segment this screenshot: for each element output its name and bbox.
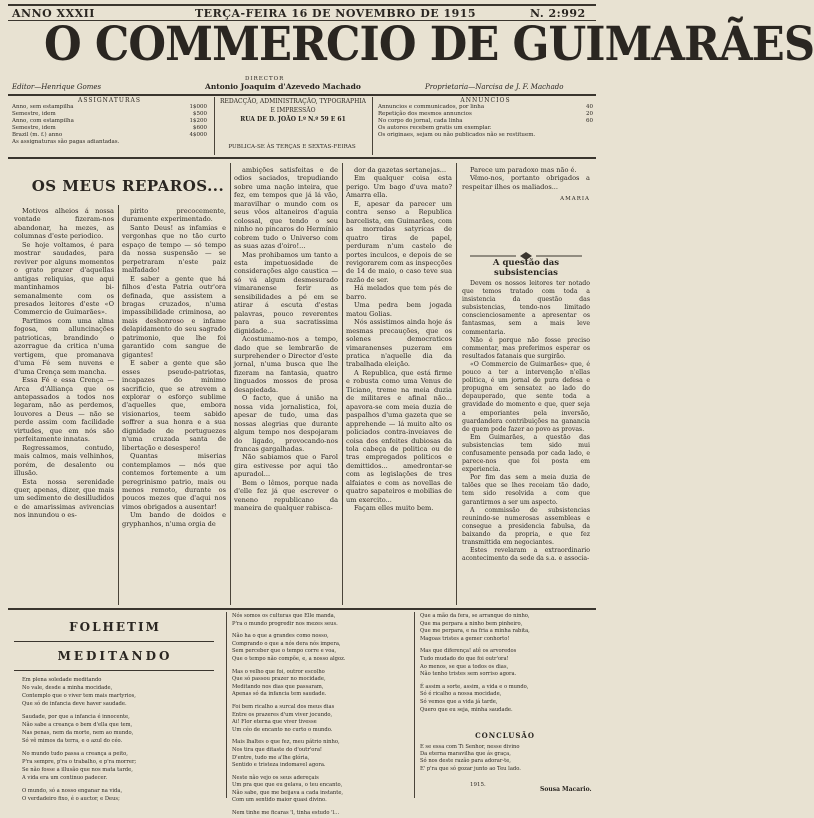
signature: AMARIA	[560, 196, 590, 203]
article-column-1	[14, 207, 114, 520]
stanza: Foi bem ricalho a surcal dos meus dias Entre os prazeres d'um viver jocundo, Ai! Flor eterna que viver tivesse Um céo de encanto no curto o mundo.	[232, 703, 335, 733]
stanza: Neste não vejo os seus adereçais Um pra que que eu gelava, o teu encanto, Não sabe, que me beijava a cada instante, Com um sentido maior quasi divino.	[232, 774, 344, 804]
subscription-row: Anno, sem estampilha 1$000	[12, 104, 207, 110]
anno-label: ANNO XXXII	[12, 7, 95, 20]
subscription-row: Brazil (m. f.) anno 4$000	[12, 132, 207, 138]
poem-right	[420, 613, 596, 719]
paragraph: Em Guimarães, a questão das subsistencias tem sido mui confusamente pensada por cada lado, e parece-nos que foi posta em experiencia.	[462, 433, 590, 474]
column-rule	[456, 163, 457, 605]
director-name: Antonio Joaquim d'Azevedo Machado	[205, 82, 361, 91]
paragraph: Essa Fé e essa Crença — Arca d'Alliança que os antepassados a todos nos legaram, não as perdemos, louvores a Deus — não se perde assim com facilidade virtudes, que em nós são perfeitamente innatas.	[14, 376, 114, 444]
office-box	[218, 97, 368, 124]
paragraph: E, apesar da parecer um contra senso a Republica barcelista, em Guimarães, com as morradas satyricas de quatro tiras de papel, perduram n'um castelo de portes inculcos, e depois de se revigorarem com as inspecções de 14 de maio, o caso teve sua razão de ser.	[346, 199, 452, 284]
ads-note: Os autores recebem gratis um exemplar.	[378, 125, 492, 131]
editor-line: Editor—Henrique Gomes	[12, 83, 102, 91]
poem-signature: Sousa Macario.	[540, 786, 592, 793]
paragraph: O facto, que á união na nossa vida jornalistica, foi, apesar de tudo, uma das nossas alegrias que durante algum tempo nos despojaram do ligado, provocando-nos francas gargalhadas.	[234, 394, 338, 453]
paragraph: Santo Deus! as infamias e vergonhas que no tão curto espaço de tempo — só tempo da nossa suspensão — se perpetraram n'este paiz malfadado!	[122, 223, 226, 275]
side-heading: A questão das subsistencias	[492, 258, 560, 278]
paragraph: Não sabiamos que o Farol gira estivesse por aqui tão apuradol...	[234, 453, 338, 479]
stanza: Mas o velho que foi, outror escolho Que só passou prazer no mocidade, Meditando nos dias que passaram, Apenas só da infancia tem saudade.	[232, 668, 327, 698]
column-rule	[230, 163, 231, 605]
paragraph: dor da gazetas sertanejas...	[354, 166, 447, 174]
paragraph: E saber a gente que são esses pseudo-patriotas, incapazes do minimo sacrificio, que se atrevem a explorar o esforço sublime d'aquelles que, embora visionarios, teem sabido soffrer a sua honra e a sua dignidade de portuguezes n'uma cruzada santa de libertação e desespero!	[122, 359, 226, 452]
subscriptions-title: ASSIGNATURAS	[78, 97, 141, 104]
paragraph: Façam elles muito bem.	[354, 504, 434, 513]
paragraph: ambições satisfeitas e de odios saciados, trepudiando sobre uma nação inteira, que fez, em tempos que já lá vão, maravilhar o mundo com os seus vôos altaneiros d'aguia colossal, que tendo o seu ninho no pincaros do Hermínio cobrem tudo o Universo com as suas azas d'oiro!...	[234, 166, 338, 251]
issue-date: TERÇA-FEIRA 16 DE NOVEMBRO DE 1915	[195, 7, 477, 20]
paragraph: E saber a gente que há filhos d'esta Patria outr'ora definada, que assistem a bragas cruzados, n'uma impassibilidade criminosa, ao mais deshonroso e infame delapidamento do seu sagrado patrimonio, que lhe foi garantido com sangue de gigantes!	[122, 274, 226, 359]
subscriptions-note: As assignaturas são pagas adiantadas.	[12, 139, 120, 145]
paragraph: Acostumamo-nos a tempo, dado que se lembrarão de surprehender o Director d'este jornal, n'uma busca que lhe fizeram na fantasia, quatro linguados mossos de prosa desapiedada.	[234, 335, 338, 394]
column-rule	[414, 612, 415, 798]
poem-year: 1915.	[470, 782, 486, 788]
article-column-4	[346, 166, 452, 513]
stanza: É assim a sorte, assim, a vida e o mundo, Só é ricalho a nossa mocidade, Só vemos que a vida já tarde, Quero que eu seja, minha saudade.	[420, 683, 529, 713]
folhetim-rule	[8, 608, 596, 610]
paragraph: Bem o lêmos, porque nada d'elle fez já que escrever o veneno republicano da maneira de qualquer rabisca-	[234, 478, 338, 513]
paragraph: Motivos alheios á nossa vontade fizeram-nos abandonar, ha mezes, as columnas d'este periodico.	[14, 207, 114, 241]
masthead-rule	[8, 94, 596, 96]
director-label: DIRECTOR	[245, 76, 285, 82]
column-rule	[118, 205, 119, 605]
paragraph: Estes revelaram a extraordinario acontecimento da sede da s.a. e associa-	[462, 547, 590, 563]
stanza: Nós somos os culturas que Elle manda, P'ra o mundo progredir nos mezes seus.	[232, 613, 338, 627]
stanza: O mundo, só a nosso enganar na vida, O verdadeiro fixo, é o auctor, e Deus;	[22, 788, 123, 802]
poem-middle	[232, 613, 412, 818]
ads-note-2: Os originaes, sejam ou não publicados não se restituem.	[378, 132, 536, 138]
info-divider	[214, 97, 215, 155]
office-address: RUA DE D. JOÃO I.º N.º 59 E 61	[240, 116, 346, 123]
ornament-divider	[470, 245, 582, 253]
stanza: Que a mão da fera, se arranque do ninho, Que ma perpara a ninho bem pinheiro, Que me perpara, e na fria a minha rabita, Magoas tristes a gemer conhorto!	[420, 613, 530, 642]
column-rule	[342, 163, 343, 605]
paragraph: Parece um paradoxo mas não é.	[470, 166, 577, 174]
paragraph: Há melados que tem pés de barro.	[346, 284, 452, 301]
paragraph: A commissão de subsistencias reunindo-se numerosas assembleas e consegue a presidencia fabulsa, da baixando da propria, e que fez transmittida em negociantes.	[462, 506, 590, 546]
paragraph: Vêmo-nos, portanto obrigados a respeitar ilhes os maliados...	[462, 174, 590, 191]
stanza: Saudade, por que a infancia é innocente, Não sabe a creança o bem d'ella que tem, Nas penas, nem da morte, nem ao mundo, Só vê mimos da terra, e o azul do céo.	[22, 714, 134, 744]
article-column-3	[234, 166, 338, 513]
top-border	[8, 4, 596, 6]
subscription-row: Anno, com estampilha 1$200	[12, 118, 207, 124]
paragraph: Uma pedra bem jogada matou Golias.	[346, 301, 452, 318]
paragraph: Por fim das sem a meia duzia de talões que se lhes receiam tão dado, tem sido resolvida a com que garantirmos a ser um aspecto.	[462, 474, 590, 506]
paragraph: pirito precocemente, duramente experimentado.	[122, 207, 226, 224]
info-divider	[372, 97, 373, 155]
paragraph: Quantas miserias contemplamos — nós que contemos fortemente a um peregrinismo patrio, mais ou menos remoto, durante os poucos mezes que d'aqui nos vimos obrigados a ausentar!	[122, 452, 226, 511]
subscriptions-box	[12, 97, 207, 146]
poem-title: MEDITANDO	[57, 649, 173, 663]
stanza: Em plena soledade meditando No vale, desde a minha mocidade, Contemplo que o viver tem mais martyrios, Que só de infancia deve haver saudade.	[22, 677, 136, 707]
paragraph: Nós assistimos ainda hoje ás mesmas precauções, que os solenes democraticos vimaranenses puzeram em pratica n'aquelle dia da trabalhada eleição.	[346, 318, 452, 369]
paragraph: Não é porque não fosse preciso commentar, mas preferimos esperar os resultados fatanais que surgirão.	[462, 336, 590, 360]
folhetim-sub-rule	[14, 641, 214, 642]
ad-row: Repetição dos mesmos annuncios 20	[378, 111, 593, 117]
paragraph: A Republica, que está firme e robusta como uma Venus de Ticiano, treme na meia duzia de militares e afinal não... apavora-se com meia duzia de paspalhos d'uma gazeta que se apprehende — lá muito alto os policiados contra-inveiaves de coisa dos enfeites dubiosas da tola cabeça de politica ou de tras empregados politicos e demittidos... amedrontar-se com as legislações de tres alfaiates e com as novellas de quatro sapateiros e mobilias de um exercito...	[346, 368, 452, 504]
folhetim-sub-rule	[14, 670, 214, 671]
office-line: E IMPRESSÃO	[270, 107, 316, 114]
office-line: REDACÇÃO, ADMINISTRAÇÃO, TYPOGRAPHIA	[219, 98, 367, 105]
poem-footer-line: Nem tinhe me ficaras 'l, tinha estudo 'l...	[232, 810, 340, 817]
paragraph: Partimos com uma alma fogosa, em alluncinações patrioticas, brandindo o azorrague da critica n'uma vertigem, que promanava d'uma Fé sem nuvens e d'uma Crença sem mancha.	[14, 316, 114, 376]
paragraph: Esta nossa serenidade quer, apenas, dizer, que mais um sedimento de desilludidos e de amarissimas avivencias nos innundou o es-	[14, 477, 114, 520]
paragraph: Devem os nossos leitores ter notado que temos tratado com toda a insistencia da questão das subsistencias, tendo-nos limitado conscienciosamente a apresentar os fantasmas, sem a mais leve commentaria.	[462, 280, 590, 336]
newspaper-title: O COMMERCIO DE GUIMARÃES	[44, 17, 814, 72]
stanza: Mais lhaltes o que fez, meu pátrio ninho, Nos tira que ditaste do d'outr'ora! D'entre, tudo me a'lhe glória, Sentido e tristeza indomavel agora.	[232, 739, 340, 769]
ad-row: Annuncios e communicados, por linha 40	[378, 104, 593, 110]
paragraph: Regressamos, contudo, mais calmos, mais velhinhos, porém, de desalento ou illusão.	[14, 443, 114, 478]
folhetim-label: FOLHETIM	[69, 620, 161, 634]
stanza: Mas que diferença! atê os arvoredos Tudo mudado do que foi outr'ora! Ao menos, se que a todos os dias, Não tenho tristes sem sorriso agora.	[420, 648, 517, 678]
conclusion-stanza: E se essa com Ti Senhor, nesse divino Da eterna maravilha que ás graça, Só nos deste razão para adorar-te, E' p'ra que só gozar junto ao Teu lado.	[420, 744, 521, 772]
paragraph: Um bando de doidos e gryphanhos, n'uma orgia de	[122, 511, 226, 528]
subscription-row: Semestre, idem $500	[12, 111, 207, 117]
paragraph: «O Commercio de Guimarães» que, é pouco a ter a intervenção n'ellas politica, é um jornal de pura defesa e propugna em sensatez ao lado do depauperado, que sente toda a gravidade do momento e que, quer seja a emporiantes pela inversão, guardandera contribuições na ganancia de quem pode fazer ao povo as provas.	[462, 360, 590, 433]
info-bottom-rule	[8, 157, 596, 159]
stanza: No mundo tudo passa a creança a peito, P'ra sempre, p'ra o trabalho, e p'ra morrer; Se não fosse a illusão que nos mata tarde, A vida era um continuo padecer.	[22, 751, 137, 781]
publication-days: PUBLICA-SE ÀS TERÇAS E SEXTAS-FEIRAS	[228, 144, 356, 150]
ads-title: ANNUNCIOS	[460, 97, 511, 104]
stanza: Não ha o que a grandes como nosso, Comprando o que a nós dera nós impera, Sem perceber que o tempo corre e voa, Que o tempo não compõe, e, a nosso algoz.	[232, 633, 346, 662]
subscription-row: Semestre, idem $600	[12, 125, 207, 131]
ads-box	[378, 97, 593, 139]
article-heading: OS MEUS REPAROS...	[31, 177, 225, 195]
side-article-column	[462, 280, 590, 563]
paragraph: Se hoje voltamos, é para mostrar saudades, para reviver por alguns momentos o grato prazer d'aquellas antigas reliquias, que aqui mantinhamos bi-semanalmente com os presados leitores d'este «O Commercio de Guimarães».	[14, 240, 114, 317]
conclusion-heading: CONCLUSÃO	[475, 731, 535, 740]
poem-left	[22, 676, 222, 808]
issue-number: N. 2:992	[530, 7, 586, 20]
article-column-2	[122, 207, 226, 528]
article-column-5	[462, 166, 590, 204]
ad-row: No corpo do jornal, cada linha 60	[378, 118, 593, 124]
column-rule	[226, 612, 227, 798]
proprietor-line: Proprietaria—Narcisa de J. F. Machado	[425, 83, 564, 91]
paragraph: Em qualquer coisa esta perigo. Um bago d'uva mato? Amarra ella.	[346, 174, 452, 200]
paragraph: Mas prohibamos um tanto a esta impetuosidade de considerações algo caustica — só vá algum desmesurado vimaranense ferir as sensibilidades a pé em se atirar á escuta d'estas palavras, pouco reverentes para a sua sacratissima dignidade...	[234, 250, 338, 335]
